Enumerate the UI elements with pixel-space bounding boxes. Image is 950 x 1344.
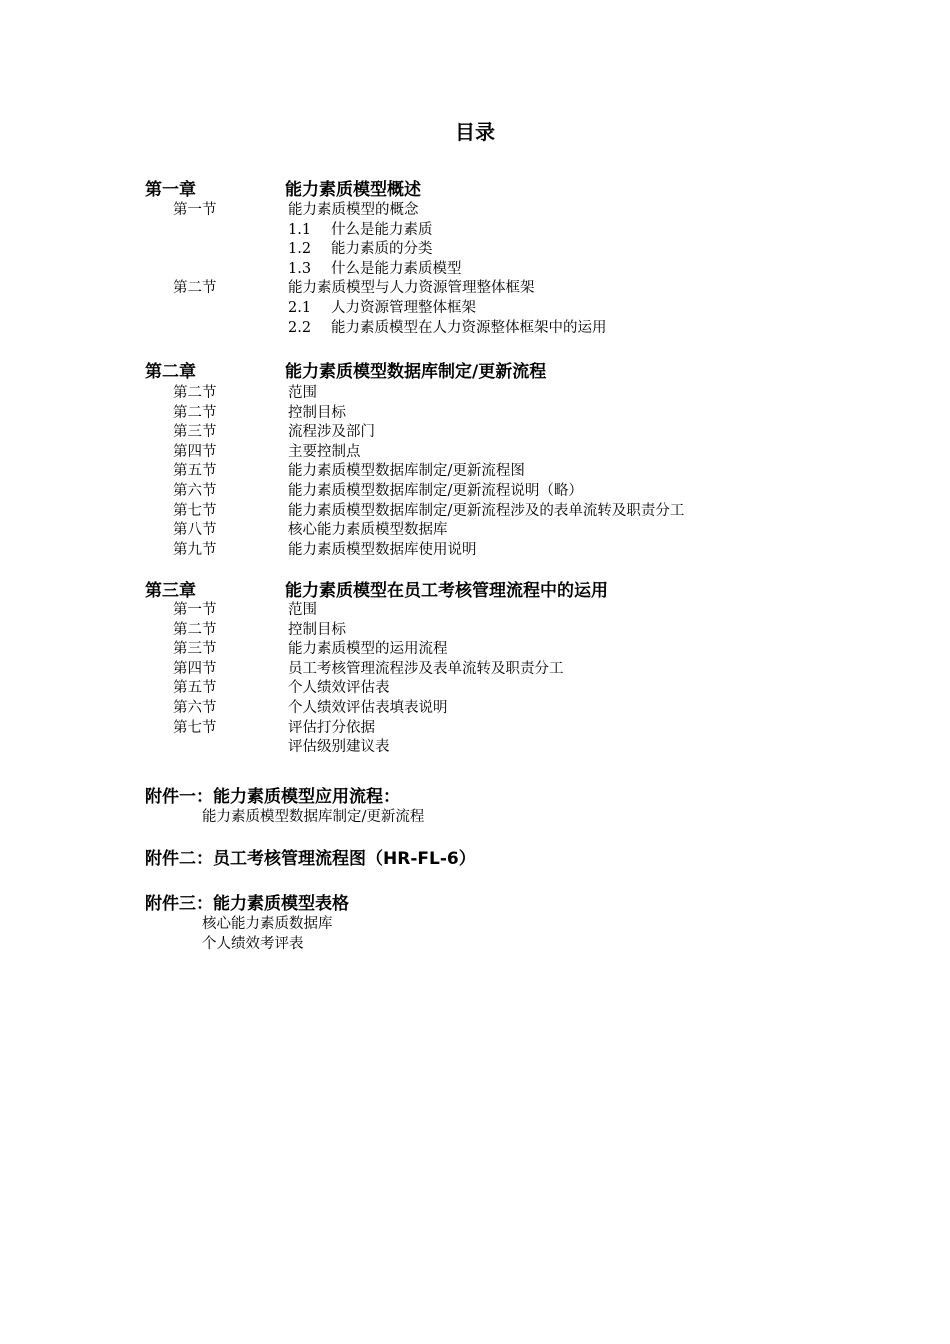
section-title: 评估级别建议表: [288, 739, 390, 756]
section-title: 控制目标: [288, 621, 346, 638]
toc-entry: [0, 639, 950, 659]
toc-entry: [0, 678, 950, 698]
subsection-number: 1.2: [288, 241, 312, 258]
toc-entry: [0, 461, 950, 481]
section-number: 第九节: [173, 541, 217, 558]
section-title: 核心能力素质模型数据库: [288, 522, 448, 539]
section-number: 第二节: [173, 404, 217, 421]
appendix-item: 个人绩效考评表: [202, 935, 304, 952]
section-title: 流程涉及部门: [288, 424, 375, 441]
section-title: 范围: [288, 385, 317, 401]
section-number: 第二节: [173, 385, 217, 401]
appendix-item: 核心能力素质数据库: [202, 916, 333, 932]
section-number: 第六节: [173, 700, 217, 716]
section-title: 能力素质模型的概念: [288, 202, 419, 218]
section-title: 个人绩效评估表: [288, 680, 390, 697]
toc-entry: [0, 200, 950, 220]
toc-entry: [0, 220, 950, 240]
section-number: 第三节: [173, 641, 217, 658]
section-number: 第八节: [173, 522, 217, 539]
section-title: 范围: [288, 602, 317, 618]
chapter-number: 第二章: [145, 362, 196, 382]
toc-entry: [0, 540, 950, 560]
toc-entry: [0, 501, 950, 521]
toc-entry: [0, 259, 950, 279]
chapter-number: 第一章: [145, 180, 196, 200]
subsection-number: 1.1: [288, 221, 312, 238]
toc-entry: [0, 403, 950, 423]
section-title: 控制目标: [288, 404, 346, 421]
section-number: 第五节: [173, 463, 217, 480]
section-number: 第四节: [173, 660, 217, 677]
subsection-title: 什么是能力素质模型: [331, 260, 462, 277]
subsection-title: 什么是能力素质: [331, 221, 433, 238]
appendix-item: 能力素质模型数据库制定/更新流程: [202, 809, 425, 825]
section-title: 个人绩效评估表填表说明: [288, 700, 448, 716]
toc-entry: [0, 659, 950, 679]
section-title: 主要控制点: [288, 443, 361, 460]
page-title: 目录: [455, 120, 495, 144]
toc-entry: [0, 422, 950, 442]
toc-entry: [0, 318, 950, 338]
subsection-number: 2.2: [288, 319, 312, 336]
subsection-number: 1.3: [288, 260, 312, 277]
section-number: 第七节: [173, 502, 217, 519]
toc-entry: [0, 737, 950, 757]
toc-entry: [0, 239, 950, 259]
toc-entry: [0, 698, 950, 718]
subsection-title: 人力资源管理整体框架: [331, 300, 476, 316]
toc-entry: [0, 442, 950, 462]
appendix-heading: 附件二：员工考核管理流程图（HR-FL-6）: [145, 849, 476, 869]
section-title: 能力素质模型数据库使用说明: [288, 541, 477, 558]
toc-entry: [0, 298, 950, 318]
section-title: 能力素质模型的运用流程: [288, 641, 448, 658]
toc-entry: [0, 481, 950, 501]
appendix-heading: 附件一：能力素质模型应用流程：: [145, 787, 400, 807]
toc-entry: [0, 383, 950, 403]
section-title: 能力素质模型数据库制定/更新流程涉及的表单流转及职责分工: [288, 502, 685, 519]
section-number: 第二节: [173, 280, 217, 297]
section-number: 第二节: [173, 621, 217, 638]
subsection-title: 能力素质模型在人力资源整体框架中的运用: [331, 319, 607, 336]
section-number: 第三节: [173, 424, 217, 441]
toc-entry: [0, 718, 950, 738]
toc-entry: [0, 600, 950, 620]
appendix-heading: 附件三：能力素质模型表格: [145, 894, 349, 914]
chapter-number: 第三章: [145, 581, 196, 601]
section-number: 第一节: [173, 602, 217, 618]
subsection-number: 2.1: [288, 300, 312, 316]
subsection-title: 能力素质的分类: [331, 241, 433, 258]
section-number: 第一节: [173, 202, 217, 218]
section-title: 能力素质模型数据库制定/更新流程图: [288, 463, 525, 480]
section-number: 第六节: [173, 483, 217, 499]
toc-entry: [0, 520, 950, 540]
section-title: 评估打分依据: [288, 719, 375, 736]
section-title: 能力素质模型与人力资源管理整体框架: [288, 280, 535, 297]
section-number: 第七节: [173, 719, 217, 736]
section-title: 能力素质模型数据库制定/更新流程说明（略）: [288, 483, 583, 499]
chapter-title: 能力素质模型数据库制定/更新流程: [285, 362, 547, 382]
chapter-title: 能力素质模型概述: [285, 180, 421, 200]
section-number: 第五节: [173, 680, 217, 697]
toc-entry: [0, 278, 950, 298]
chapter-title: 能力素质模型在员工考核管理流程中的运用: [285, 581, 608, 601]
section-title: 员工考核管理流程涉及表单流转及职责分工: [288, 660, 564, 677]
toc-entry: [0, 620, 950, 640]
section-number: 第四节: [173, 443, 217, 460]
